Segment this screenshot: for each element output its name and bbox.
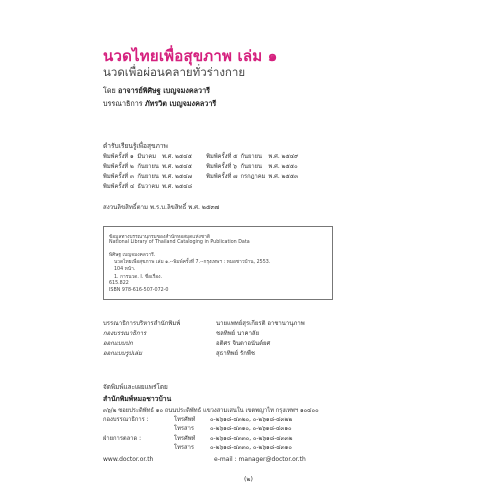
cip-title: นวดไทยเพื่อสุขภาพ เล่ม ๑.--พิมพ์ครั้งที่ 7.--กรุงเทพฯ : หมอชาวบ้าน, 2553. — [114, 260, 271, 265]
print-month: กันยายน — [240, 164, 262, 170]
page-number: (๒) — [244, 476, 253, 483]
cip-header-thai: ข้อมูลทางบรรณานุกรมของสำนักหอสมุดแห่งชาติ — [109, 235, 210, 240]
print-label: พิมพ์ครั้งที่ ๓ — [103, 174, 134, 180]
cip-isbn: ISBN 978-616-507-072-0 — [109, 288, 169, 293]
print-month: กันยายน — [137, 164, 159, 170]
author-name: อาจารย์พิศิษฐ เบญจมงคลวารี — [118, 86, 210, 95]
contact-type: โทรสาร — [174, 445, 194, 451]
print-month: กรกฎาคม — [240, 174, 266, 180]
staff-name: สุธาทิพย์ รักพืช — [216, 350, 255, 357]
staff-name: อติศร จินดาอนันต์ยศ — [216, 340, 271, 347]
print-month — [241, 181, 269, 191]
print-month: ธันวาคม — [137, 184, 160, 190]
print-year: พ.ศ. ๒๕๔๙ — [268, 154, 299, 160]
cip-subjects: 1. การนวด. I. ชื่อเรื่อง. — [114, 275, 162, 280]
contact-type: โทรสาร — [174, 426, 194, 432]
contact-number: ๐-๒๖๑๘-๔๓๒๐, ๐-๒๖๑๘-๔๓๒๒ — [210, 417, 293, 423]
staff-name: ชลทิพย์ นาคาลัย — [216, 330, 260, 337]
print-year: พ.ศ. ๒๕๔๕ — [162, 154, 193, 160]
editor-line — [103, 99, 216, 110]
book-subtitle: นวดเพื่อผ่อนคลายทั่วร่างกาย — [103, 65, 246, 79]
contact-number: ๐-๒๖๑๘-๔๓๑๐, ๐-๒๖๑๘-๔๓๑๐ — [210, 426, 292, 432]
cip-classification: 615.822 — [109, 281, 129, 286]
print-row — [103, 151, 301, 161]
print-year: พ.ศ. ๒๕๔๗ — [162, 174, 193, 180]
publisher-address: ๓๖/๒ ซอยประดิพัทธ์ ๑๐ ถนนประดิพัทธ์ แขวงสามเสนใน เขตพญาไท กรุงเทพฯ ๑๐๔๐๐ — [103, 408, 319, 414]
publisher-name: สำนักพิมพ์หมอชาวบ้าน — [103, 395, 172, 403]
print-month: กันยายน — [240, 154, 262, 160]
author-line — [103, 86, 210, 97]
print-label: พิมพ์ครั้งที่ ๔ — [103, 184, 135, 190]
print-label: พิมพ์ครั้งที่ ๗ — [206, 174, 238, 180]
editor-name: ภัทรวิต เบญจมงคลวารี — [144, 99, 217, 108]
cip-data-box — [103, 226, 333, 300]
series-title: ตำรับเรียนรู้เพื่อสุขภาพ — [103, 142, 168, 150]
print-year: พ.ศ. ๒๕๔๕ — [162, 164, 193, 170]
print-row — [103, 181, 301, 191]
website-link[interactable]: www.doctor.or.th — [103, 456, 154, 463]
contact-type: โทรศัพท์ — [174, 436, 196, 442]
print-label — [206, 181, 240, 191]
cip-author: พิศิษฐ เบญจมงคลวารี. — [109, 253, 156, 258]
staff-role: กองบรรณาธิการ — [103, 330, 147, 337]
print-label: พิมพ์ครั้งที่ ๖ — [206, 164, 237, 170]
print-label: พิมพ์ครั้งที่ ๕ — [206, 154, 238, 160]
staff-role: ออกแบบปก — [103, 340, 133, 347]
staff-role: ออกแบบรูปเล่ม — [103, 350, 143, 357]
print-month: มีนาคม — [137, 154, 157, 160]
print-label: พิมพ์ครั้งที่ ๒ — [103, 164, 134, 170]
contact-label: กองบรรณาธิการ : — [103, 417, 149, 423]
print-year: พ.ศ. ๒๕๕๐ — [268, 164, 298, 170]
cip-pages: 104 หน้า. — [114, 267, 136, 272]
email-link[interactable]: e-mail : manager@doctor.or.th — [214, 456, 306, 463]
cip-header-english: National Library of Thailand Cataloging in Publication Data — [109, 240, 250, 245]
print-month: กันยายน — [137, 174, 159, 180]
publisher-label: จัดพิมพ์และเผยแพร่โดย — [103, 383, 168, 391]
book-title: นวดไทยเพื่อสุขภาพ เล่ม ๑ — [103, 47, 278, 65]
staff-name: นายแพทย์สุรเกียรติ อาชานานุภาพ — [216, 320, 305, 327]
print-row — [103, 161, 301, 171]
print-row — [103, 171, 301, 181]
print-year: พ.ศ. ๒๕๕๓ — [268, 174, 299, 180]
editor-label: บรรณาธิการ — [103, 99, 143, 108]
copyright-notice: สงวนลิขสิทธิ์ตาม พ.ร.บ.ลิขสิทธิ์ พ.ศ. ๒๕๓๗ — [103, 204, 220, 211]
print-year: พ.ศ. ๒๕๔๘ — [162, 184, 193, 190]
contact-label: ฝ่ายการตลาด : — [103, 436, 142, 442]
contact-number: ๐-๒๖๑๘-๔๓๓๐, ๐-๒๖๑๘-๔๓๑๐ — [210, 445, 292, 451]
contact-number: ๐-๒๖๑๘-๔๓๓๐, ๐-๒๖๑๘-๔๓๓๒ — [210, 436, 293, 442]
print-label: พิมพ์ครั้งที่ ๑ — [103, 154, 134, 160]
author-label: โดย — [103, 86, 116, 95]
print-history-table — [103, 151, 301, 191]
contact-type: โทรศัพท์ — [174, 417, 196, 423]
print-year — [269, 181, 302, 191]
staff-role: บรรณาธิการบริหารสำนักพิมพ์ — [103, 320, 181, 327]
